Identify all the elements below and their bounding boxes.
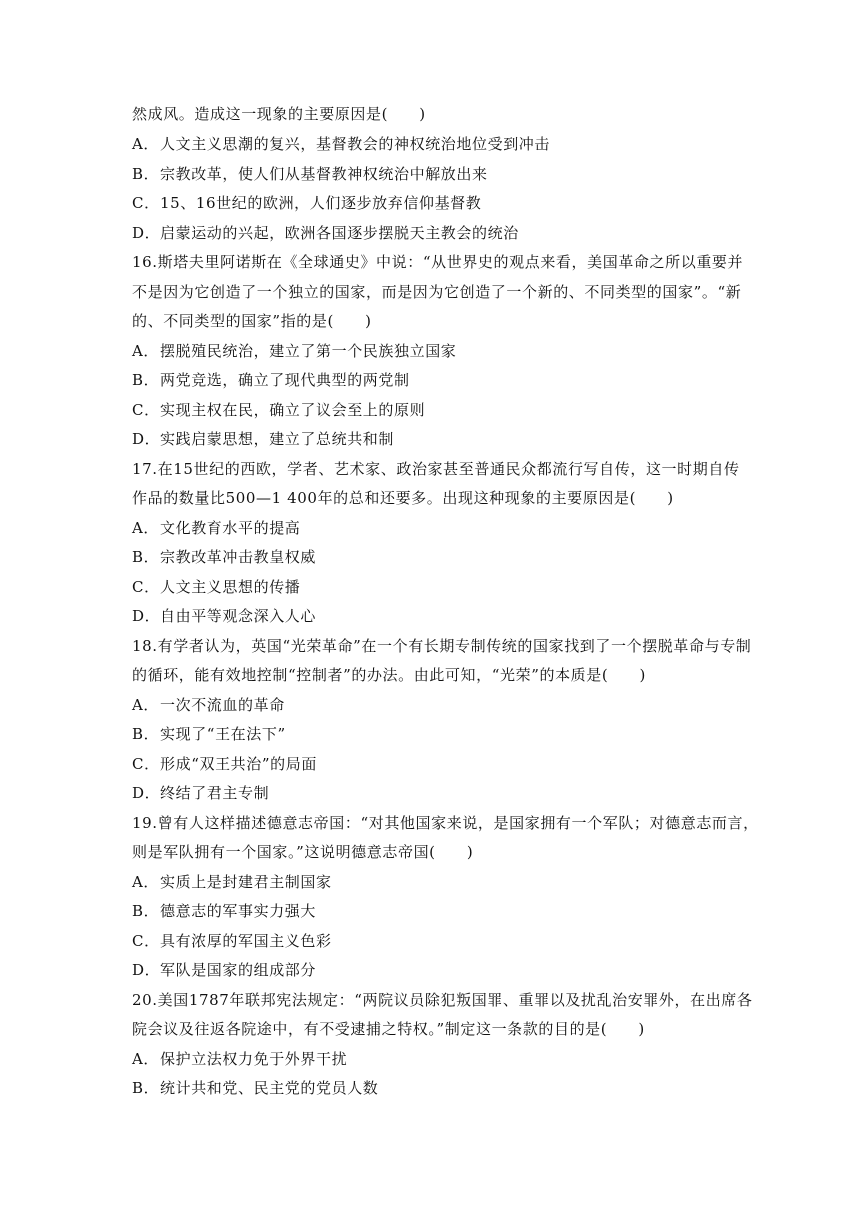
option-15d [132,223,519,243]
option-letter: D． [132,961,161,979]
option-17d [132,606,316,626]
question-16-stem-line: 不是因为它创造了一个独立的国家，而是因为它创造了一个新的、不同类型的国家”。“新 [132,283,742,301]
option-letter: D． [132,607,161,625]
option-text: 保护立法权力免于外界干扰 [160,1050,348,1068]
option-16c [132,400,425,420]
option-text: 军队是国家的组成部分 [160,961,317,979]
option-text: 实现主权在民，确立了议会至上的原则 [160,401,426,419]
option-letter: B． [132,548,160,566]
option-text: 实践启蒙思想，建立了总统共和制 [160,430,395,448]
option-20b [132,1078,378,1098]
option-17a [132,518,300,538]
option-text: 自由平等观念深入人心 [160,607,317,625]
option-letter: D． [132,784,161,802]
option-letter: C． [132,578,160,596]
option-16d [132,429,394,449]
option-19b [132,901,316,921]
option-letter: B． [132,165,160,183]
option-letter: B． [132,902,160,920]
option-letter: B． [132,1079,160,1097]
option-text: 实现了“王在法下” [160,725,286,743]
option-text: 15、16世纪的欧洲，人们逐步放弃信仰基督教 [160,194,482,212]
option-text: 具有浓厚的军国主义色彩 [160,932,332,950]
option-19a [132,872,332,892]
question-20-stem-line: 院会议及往返各院途中，有不受逮捕之特权。”制定这一条款的目的是( ) [132,1020,645,1038]
question-16-stem-line: 的、不同类型的国家”指的是( ) [132,312,372,330]
option-text: 德意志的军事实力强大 [160,902,317,920]
option-letter: C． [132,194,160,212]
question-20-stem-line: 20.美国1787年联邦宪法规定：“两院议员除犯叛国罪、重罪以及扰乱治安罪外，在出席各 [132,991,753,1009]
option-letter: D． [132,224,161,242]
option-letter: A． [132,519,160,537]
option-17c [132,577,300,597]
option-15c [132,193,481,213]
option-text: 启蒙运动的兴起，欧洲各国逐步摆脱天主教会的统治 [160,224,519,242]
option-text: 形成“双王共治”的局面 [160,755,317,773]
option-text: 实质上是封建君主制国家 [160,873,332,891]
option-letter: B． [132,371,160,389]
option-text: 宗教改革，使人们从基督教神权统治中解放出来 [160,165,488,183]
option-20a [132,1049,347,1069]
question-15-stem-line: 然成风。造成这一现象的主要原因是( ) [132,105,426,123]
option-text: 人文主义思潮的复兴，基督教会的神权统治地位受到冲击 [160,135,551,153]
question-19-stem-line: 19.曾有人这样描述德意志帝国：“对其他国家来说，是国家拥有一个军队；对德意志而言， [132,814,759,832]
option-19d [132,960,316,980]
option-text: 宗教改革冲击教皇权威 [160,548,317,566]
option-text: 摆脱殖民统治，建立了第一个民族独立国家 [160,342,457,360]
option-letter: D． [132,430,161,448]
option-letter: A． [132,135,160,153]
question-18-stem-line: 18.有学者认为，英国“光荣革命”在一个有长期专制传统的国家找到了一个摆脱革命与专制 [132,637,752,655]
option-15b [132,164,488,184]
option-15a [132,134,550,154]
option-text: 人文主义思想的传播 [160,578,301,596]
option-text: 统计共和党、民主党的党员人数 [160,1079,379,1097]
option-text: 两党竞选，确立了现代典型的两党制 [160,371,410,389]
option-text: 终结了君主专制 [160,784,270,802]
question-17-stem-line: 17.在15世纪的西欧，学者、艺术家、政治家甚至普通民众都流行写自传，这一时期自传 [132,460,740,478]
option-17b [132,547,316,567]
option-18c [132,754,317,774]
option-18d [132,783,269,803]
option-letter: B． [132,725,160,743]
question-19-stem-line: 则是军队拥有一个国家。”这说明德意志帝国( ) [132,843,474,861]
option-19c [132,931,332,951]
option-16a [132,341,456,361]
option-letter: C． [132,755,160,773]
option-letter: C． [132,401,160,419]
question-16-stem-line: 16.斯塔夫里阿诺斯在《全球通史》中说：“从世界史的观点来看，美国革命之所以重要并 [132,253,744,271]
option-text: 一次不流血的革命 [160,696,285,714]
option-letter: A． [132,696,160,714]
question-18-stem-line: 的循环，能有效地控制“控制者”的办法。由此可知，“光荣”的本质是( ) [132,666,646,684]
option-18b [132,724,286,744]
option-letter: C． [132,932,160,950]
option-letter: A． [132,873,160,891]
option-16b [132,370,410,390]
option-18a [132,695,285,715]
option-text: 文化教育水平的提高 [160,519,301,537]
option-letter: A． [132,1050,160,1068]
question-17-stem-line: 作品的数量比500—1 400年的总和还要多。出现这种现象的主要原因是( ) [132,489,674,507]
option-letter: A． [132,342,160,360]
